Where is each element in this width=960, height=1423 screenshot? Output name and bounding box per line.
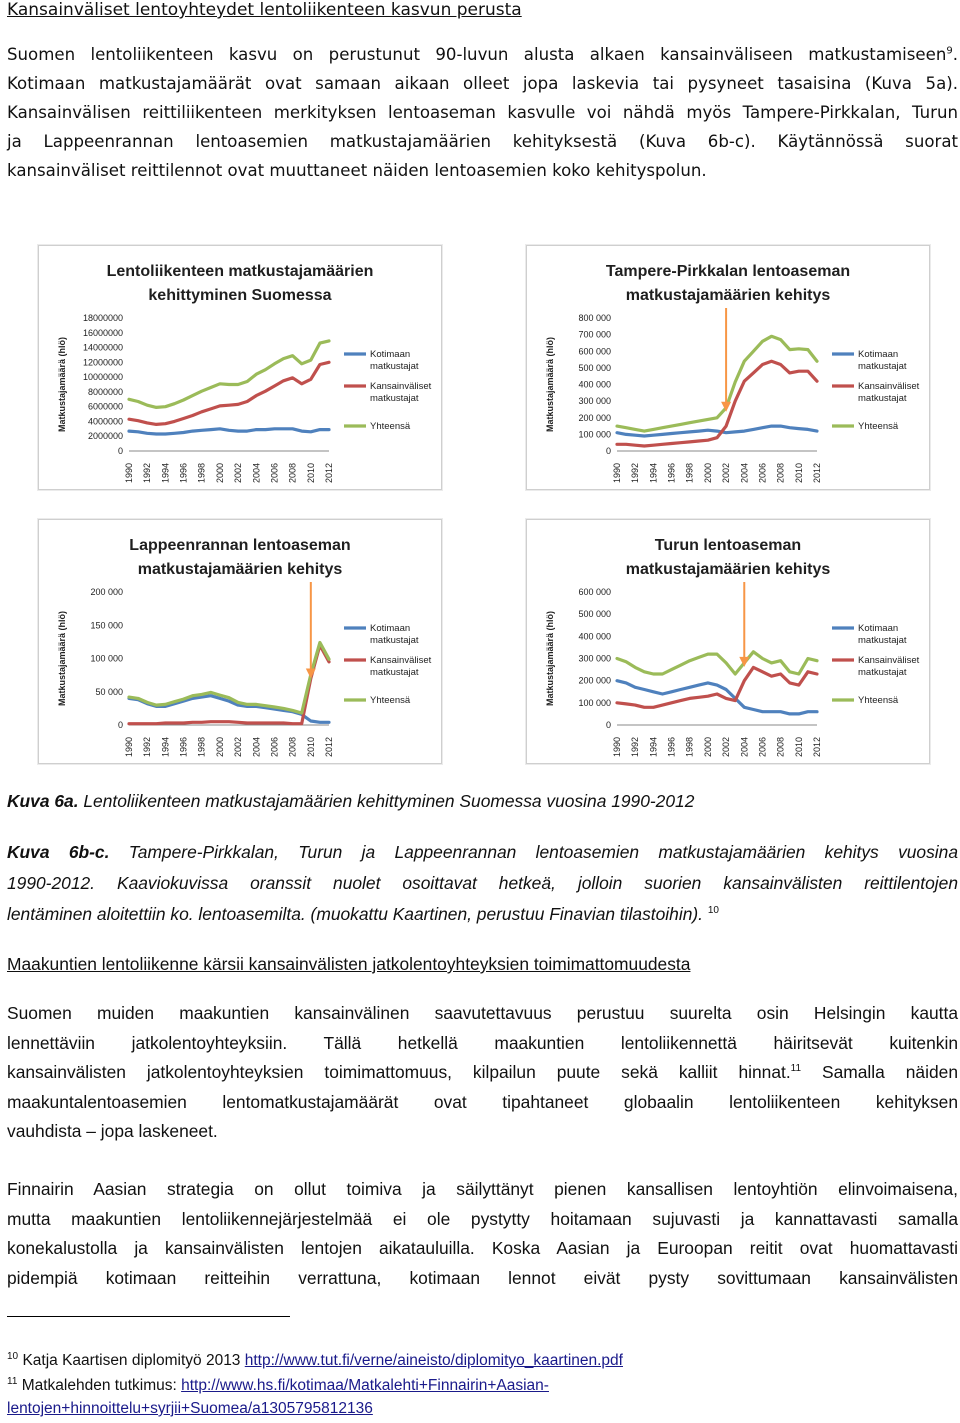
x-tick-label: 1996 <box>666 462 677 483</box>
chart-svg <box>527 520 929 763</box>
y-tick-label: 500 000 <box>578 362 611 373</box>
legend-label: matkustajat <box>858 393 907 404</box>
y-tick-label: 0 <box>605 446 611 456</box>
y-axis-label: Matkustajamäärä (hlö) <box>57 336 67 433</box>
paragraph-line: Kotimaan matkustajamäärät ovat samaan aikaan olleet jopa laskevia tai pysyneet tasaisina (Kuva 5a). <box>7 74 958 93</box>
x-tick-label: 1998 <box>196 736 207 757</box>
intro-paragraph <box>7 40 958 185</box>
footnote-link[interactable]: http://www.hs.fi/kotimaa/Matkalehti+Finnairin+Aasian- <box>181 1377 549 1394</box>
start-arrow-head <box>306 668 316 678</box>
legend-label: matkustajat <box>858 635 907 646</box>
x-tick-label: 2008 <box>775 736 786 757</box>
caption-line: lentäminen aloitettiin ko. lentoasemilta. (muokattu Kaartinen, perustuu Finavian tilastoihin). $^{10}$ <box>7 904 719 924</box>
y-tick-label: 200 000 <box>578 675 611 686</box>
x-tick-label: 1990 <box>612 462 622 483</box>
x-tick-label: 2004 <box>739 736 750 757</box>
y-tick-label: 12000000 <box>82 357 123 368</box>
x-tick-label: 1998 <box>684 462 695 483</box>
y-tick-label: 600 000 <box>578 587 611 597</box>
chart-title: matkustajamäärien kehitys <box>625 287 831 304</box>
chart-title: Lentoliikenteen matkustajamäärien <box>106 263 374 280</box>
x-tick-label: 2000 <box>702 736 713 757</box>
y-tick-label: 0 <box>605 720 611 730</box>
y-tick-label: 200 000 <box>90 587 123 597</box>
y-tick-label: 500 000 <box>578 609 611 620</box>
x-tick-label: 2002 <box>721 736 732 757</box>
x-tick-label: 2012 <box>324 462 334 483</box>
x-tick-label: 2006 <box>269 736 280 757</box>
series-line-kansainvaliset <box>617 361 817 446</box>
caption-label: Kuva 6b-c. <box>7 842 110 862</box>
paragraph-line: mutta maakuntien lentoliikennejärjestelmää ei ole pystytty hoitamaan sujuvasti ja kannattavasti samalla <box>7 1208 958 1229</box>
caption-6bc <box>7 837 958 930</box>
x-tick-label: 2010 <box>793 736 804 757</box>
y-tick-label: 400 000 <box>578 631 611 642</box>
y-tick-label: 300 000 <box>578 396 611 407</box>
series-line-yhteensa <box>617 652 817 674</box>
footnote-divider <box>7 1316 290 1317</box>
caption-line: 1990-2012. Kaaviokuvissa oranssit nuolet osoittavat hetkeä, jolloin suorien kansainvälisten reittilentojen <box>7 873 958 893</box>
paragraph-line: maakuntalentoasemien lentomatkustajamäärät ovat tipahtaneet globaalin lentoliikenteen kehityksen <box>7 1091 958 1112</box>
legend-label: matkustajat <box>858 361 907 372</box>
x-tick-label: 2000 <box>214 462 225 483</box>
y-tick-label: 10000000 <box>82 372 123 383</box>
y-tick-label: 100 000 <box>578 429 611 440</box>
legend-label: matkustajat <box>370 361 419 372</box>
caption-6a <box>7 786 958 817</box>
x-tick-label: 2006 <box>757 736 768 757</box>
x-tick-label: 2012 <box>324 736 334 757</box>
y-tick-label: 700 000 <box>578 329 611 340</box>
y-tick-label: 400 000 <box>578 379 611 390</box>
paragraph-line: pidempiä kotimaan reitteihin verrattuna, kotimaan lennot eivät pysty sovittumaan kansainvälisten <box>7 1267 958 1288</box>
legend-label: Yhteensä <box>858 695 899 706</box>
paragraph-line: Suomen muiden maakuntien kansainvälinen saavutettavuus perustuu suurelta osin Helsingin kautta <box>7 1003 958 1023</box>
series-line-kotimaan <box>129 696 329 723</box>
footnote-number: 11 <box>7 1375 18 1387</box>
footnote-text: Katja Kaartisen diplomityö 2013 <box>22 1352 245 1369</box>
section-heading-international: Kansainväliset lentoyhteydet lentoliikenteen kasvun perusta <box>7 0 522 20</box>
y-tick-label: 8000000 <box>87 386 123 397</box>
chart-svg <box>527 246 929 489</box>
y-tick-label: 600 000 <box>578 346 611 357</box>
x-tick-label: 2012 <box>812 462 822 483</box>
paragraph-line: Finnairin Aasian strategia on ollut toimiva ja säilyttänyt pienen kansallisen lentoyhtiön elinvoimaisena, <box>7 1179 958 1199</box>
x-tick-label: 2012 <box>812 736 822 757</box>
y-tick-label: 200 000 <box>578 412 611 423</box>
y-tick-label: 800 000 <box>578 313 611 323</box>
legend-label: Kansainväliset <box>370 381 432 392</box>
y-tick-label: 0 <box>117 446 123 456</box>
legend-label: Kotimaan <box>370 623 411 634</box>
caption-text: Lentoliikenteen matkustajamäärien kehittyminen Suomessa vuosina 1990-2012 <box>83 791 695 811</box>
x-tick-label: 2008 <box>287 736 298 757</box>
x-tick-label: 1990 <box>612 736 622 757</box>
footnote-link-continued[interactable]: lentojen+hinnoittelu+syrjii+Suomea/a1305795812136 <box>7 1400 373 1417</box>
series-line-kotimaan <box>129 429 329 434</box>
x-tick-label: 1996 <box>178 736 189 757</box>
y-axis-label: Matkustajamäärä (hlö) <box>545 610 555 707</box>
legend-label: matkustajat <box>858 667 907 678</box>
y-tick-label: 300 000 <box>578 653 611 664</box>
chart-title: Lappeenrannan lentoaseman <box>129 537 351 554</box>
series-line-kotimaan <box>617 681 817 714</box>
legend-label: Yhteensä <box>370 421 411 432</box>
chart-svg <box>39 520 441 763</box>
caption-label: Kuva 6a. <box>7 791 79 811</box>
chart-title: matkustajamäärien kehitys <box>137 561 343 578</box>
x-tick-label: 2000 <box>702 462 713 483</box>
x-tick-label: 2002 <box>233 736 244 757</box>
section-heading-regional: Maakuntien lentoliikenne kärsii kansainvälisten jatkolentoyhteyksien toimimattomuudesta <box>7 954 691 974</box>
footnote-number: 10 <box>7 1350 19 1362</box>
regional-paragraph-1 <box>7 999 958 1147</box>
footnote-text: Matkalehden tutkimus: <box>21 1377 182 1394</box>
y-tick-label: 14000000 <box>82 342 123 353</box>
paragraph-line: vauhdista – jopa laskeneet. <box>7 1121 218 1141</box>
footnote-link[interactable]: http://www.tut.fi/verne/aineisto/diplomityo_kaartinen.pdf <box>244 1352 623 1369</box>
x-tick-label: 2002 <box>233 462 244 483</box>
y-tick-label: 2000000 <box>87 431 123 442</box>
paragraph-line: ja Lappeenrannan lentoasemien matkustajamäärien kehityksestä (Kuva 6b-c). Käytännössä suorat <box>7 132 958 151</box>
x-tick-label: 1992 <box>142 736 153 757</box>
x-tick-label: 2004 <box>251 462 262 483</box>
caption-line: Kuva 6b-c. Tampere-Pirkkalan, Turun ja Lappeenrannan lentoasemien matkustajamäärien kehitys vuosina <box>7 842 959 862</box>
footnote-10 <box>7 1349 958 1372</box>
legend-label: Kansainväliset <box>858 381 920 392</box>
legend-label: matkustajat <box>370 667 419 678</box>
series-line-yhteensa <box>129 341 329 408</box>
series-line-kansainvaliset <box>129 362 329 424</box>
chart-title: Turun lentoaseman <box>654 537 802 554</box>
chart-tampere-pirkkala <box>526 245 930 490</box>
paragraph-line: Suomen lentoliikenteen kasvu on perustunut 90-luvun alusta alkaen kansainväliseen matkustamiseen$^9$. <box>7 45 958 64</box>
legend-label: Yhteensä <box>370 695 411 706</box>
legend-label: Kansainväliset <box>370 655 432 666</box>
legend-label: Kotimaan <box>370 349 411 360</box>
x-tick-label: 1994 <box>648 736 659 757</box>
x-tick-label: 1990 <box>124 736 134 757</box>
x-tick-label: 1994 <box>160 736 171 757</box>
chart-finland-passengers <box>38 245 442 490</box>
y-tick-label: 0 <box>117 720 123 730</box>
x-tick-label: 2008 <box>775 462 786 483</box>
y-axis-label: Matkustajamäärä (hlö) <box>545 336 555 433</box>
legend-label: Kansainväliset <box>858 655 920 666</box>
legend-label: Kotimaan <box>858 623 899 634</box>
chart-title: Tampere-Pirkkalan lentoaseman <box>605 263 851 280</box>
x-tick-label: 2004 <box>251 736 262 757</box>
y-tick-label: 18000000 <box>82 313 123 323</box>
x-tick-label: 1992 <box>630 462 641 483</box>
series-line-yhteensa <box>617 336 817 431</box>
chart-turku <box>526 519 930 764</box>
paragraph-line: kansainvälisten jatkolentoyhteyksien toimimattomuus, kilpailun puute sekä kalliit hinnat.$^{11}$ Samalla näiden <box>7 1062 958 1082</box>
x-tick-label: 2010 <box>793 462 804 483</box>
legend-label: matkustajat <box>370 393 419 404</box>
chart-lappeenranta <box>38 519 442 764</box>
y-axis-label: Matkustajamäärä (hlö) <box>57 610 67 707</box>
x-tick-label: 2006 <box>757 462 768 483</box>
x-tick-label: 2004 <box>739 462 750 483</box>
y-tick-label: 150 000 <box>90 620 123 631</box>
x-tick-label: 2000 <box>214 736 225 757</box>
paragraph-line: Kansainvälisen reittiliikenteen merkityksen lentoaseman kasvulle voi nähdä myös Tampere-Pirkkalan, Turun <box>7 103 958 122</box>
y-tick-label: 16000000 <box>82 327 123 338</box>
footnote-11 <box>7 1374 958 1420</box>
chart-title: kehittyminen Suomessa <box>148 287 332 304</box>
y-tick-label: 6000000 <box>87 401 123 412</box>
paragraph-line: konekalustolla ja kansainvälisten lentojen aikatauluilla. Koska Aasian ja Euroopan reitit ovat huomattavasti <box>7 1238 958 1258</box>
regional-paragraph-2 <box>7 1175 958 1293</box>
paragraph-line: kansainväliset reittilennot ovat muuttaneet näiden lentoasemien koko kehityspolun. <box>7 161 707 180</box>
x-tick-label: 1992 <box>142 462 153 483</box>
x-tick-label: 1998 <box>684 736 695 757</box>
x-tick-label: 2006 <box>269 462 280 483</box>
legend-label: Yhteensä <box>858 421 899 432</box>
x-tick-label: 1996 <box>666 736 677 757</box>
y-tick-label: 100 000 <box>578 697 611 708</box>
legend-label: Kotimaan <box>858 349 899 360</box>
x-tick-label: 2008 <box>287 462 298 483</box>
legend-label: matkustajat <box>370 635 419 646</box>
chart-svg <box>39 246 441 489</box>
y-tick-label: 100 000 <box>90 653 123 664</box>
x-tick-label: 1996 <box>178 462 189 483</box>
y-tick-label: 4000000 <box>87 416 123 427</box>
x-tick-label: 1994 <box>648 462 659 483</box>
x-tick-label: 2010 <box>305 736 316 757</box>
paragraph-line: lennettäviin jatkolentoyhteyksiin. Tällä hetkellä maakuntien lentoliikennettä häiritsevät kuitenkin <box>7 1032 958 1053</box>
x-tick-label: 1998 <box>196 462 207 483</box>
x-tick-label: 1992 <box>630 736 641 757</box>
x-tick-label: 1990 <box>124 462 134 483</box>
chart-title: matkustajamäärien kehitys <box>625 561 831 578</box>
y-tick-label: 50 000 <box>95 686 123 697</box>
x-tick-label: 1994 <box>160 462 171 483</box>
x-tick-label: 2002 <box>721 462 732 483</box>
x-tick-label: 2010 <box>305 462 316 483</box>
